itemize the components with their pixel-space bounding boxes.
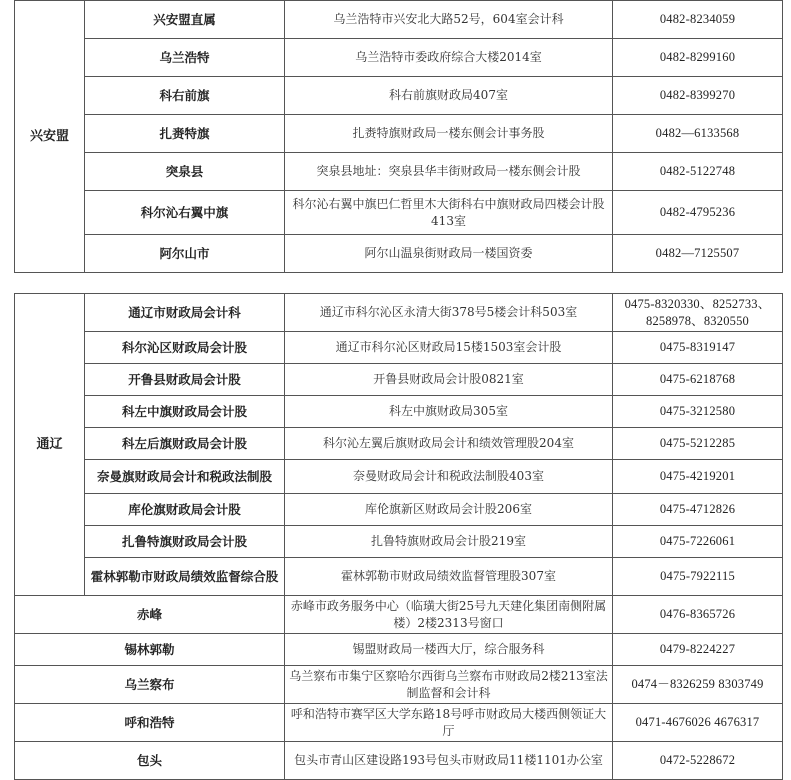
table-row [15,191,783,235]
phone-cell: 0479-8224227 [613,634,783,666]
phone-cell: 0482-5122748 [613,153,783,191]
phone-cell: 0475-7226061 [613,526,783,558]
table-row [15,460,783,494]
table-row [15,153,783,191]
phone-cell: 0475-8319147 [613,332,783,364]
address-cell: 阿尔山温泉街财政局一楼国资委 [285,235,613,273]
address-cell: 科尔沁右翼中旗巴仁哲里木大街科右中旗财政局四楼会计股413室 [285,191,613,235]
phone-cell: 0474－8326259 8303749 [613,666,783,704]
address-cell: 通辽市科尔沁区永清大街378号5楼会计科503室 [285,294,613,332]
office-cell: 扎赉特旗 [85,115,285,153]
office-cell: 科左后旗财政局会计股 [85,428,285,460]
table-row [15,742,783,780]
table-row [15,332,783,364]
office-cell: 开鲁县财政局会计股 [85,364,285,396]
office-cell: 科右前旗 [85,77,285,115]
office-cell: 呼和浩特 [15,704,285,742]
phone-cell: 0475-3212580 [613,396,783,428]
table-row [15,558,783,596]
office-cell: 锡林郭勒 [15,634,285,666]
address-cell: 开鲁县财政局会计股0821室 [285,364,613,396]
address-cell: 突泉县地址：突泉县华丰街财政局一楼东侧会计股 [285,153,613,191]
tongliao-and-others-table [14,293,783,780]
address-cell: 科左中旗财政局305室 [285,396,613,428]
office-cell: 乌兰浩特 [85,39,285,77]
table-row [15,666,783,704]
address-cell: 通辽市科尔沁区财政局15楼1503室会计股 [285,332,613,364]
office-cell: 科尔沁区财政局会计股 [85,332,285,364]
phone-cell: 0475-8320330、8252733、8258978、8320550 [613,294,783,332]
phone-cell: 0475-4219201 [613,460,783,494]
table-row [15,364,783,396]
phone-cell: 0482-8299160 [613,39,783,77]
phone-cell: 0471-4676026 4676317 [613,704,783,742]
address-cell: 乌兰浩特市兴安北大路52号，604室会计科 [285,1,613,39]
address-cell: 霍林郭勒市财政局绩效监督管理股307室 [285,558,613,596]
table-row [15,494,783,526]
hinggan-table [14,0,783,273]
phone-cell: 0482—7125507 [613,235,783,273]
address-cell: 奈曼财政局会计和税政法制股403室 [285,460,613,494]
table-row [15,77,783,115]
table-row [15,39,783,77]
table-row [15,596,783,634]
table-row [15,428,783,460]
address-cell: 赤峰市政务服务中心（临璜大街25号九天建化集团南侧附属楼）2楼2313号窗口 [285,596,613,634]
address-cell: 扎鲁特旗财政局会计股219室 [285,526,613,558]
table-row [15,294,783,332]
table-row [15,396,783,428]
office-cell: 包头 [15,742,285,780]
address-cell: 包头市青山区建设路193号包头市财政局11楼1101办公室 [285,742,613,780]
address-cell: 扎赉特旗财政局一楼东侧会计事务股 [285,115,613,153]
region-cell: 兴安盟 [15,1,85,273]
phone-cell: 0475-6218768 [613,364,783,396]
office-cell: 兴安盟直属 [85,1,285,39]
table-row [15,704,783,742]
table-row [15,235,783,273]
address-cell: 科尔沁左翼后旗财政局会计和绩效管理股204室 [285,428,613,460]
region-cell: 通辽 [15,294,85,596]
phone-cell: 0482—6133568 [613,115,783,153]
address-cell: 库伦旗新区财政局会计股206室 [285,494,613,526]
office-cell: 突泉县 [85,153,285,191]
address-cell: 乌兰浩特市委政府综合大楼2014室 [285,39,613,77]
address-cell: 呼和浩特市赛罕区大学东路18号呼市财政局大楼西侧领证大厅 [285,704,613,742]
table-row [15,115,783,153]
table-row [15,526,783,558]
phone-cell: 0482-4795236 [613,191,783,235]
phone-cell: 0482-8399270 [613,77,783,115]
office-cell: 通辽市财政局会计科 [85,294,285,332]
phone-cell: 0475-7922115 [613,558,783,596]
office-cell: 乌兰察布 [15,666,285,704]
office-cell: 科左中旗财政局会计股 [85,396,285,428]
table-row [15,1,783,39]
phone-cell: 0475-4712826 [613,494,783,526]
office-cell: 奈曼旗财政局会计和税政法制股 [85,460,285,494]
office-cell: 库伦旗财政局会计股 [85,494,285,526]
phone-cell: 0482-8234059 [613,1,783,39]
office-cell: 赤峰 [15,596,285,634]
phone-cell: 0475-5212285 [613,428,783,460]
office-cell: 霍林郭勒市财政局绩效监督综合股 [85,558,285,596]
address-cell: 锡盟财政局一楼西大厅，综合服务科 [285,634,613,666]
phone-cell: 0472-5228672 [613,742,783,780]
office-cell: 科尔沁右翼中旗 [85,191,285,235]
office-cell: 扎鲁特旗财政局会计股 [85,526,285,558]
phone-cell: 0476-8365726 [613,596,783,634]
address-cell: 乌兰察布市集宁区察哈尔西街乌兰察布市财政局2楼213室法制监督和会计科 [285,666,613,704]
table-row [15,634,783,666]
address-cell: 科右前旗财政局407室 [285,77,613,115]
office-cell: 阿尔山市 [85,235,285,273]
